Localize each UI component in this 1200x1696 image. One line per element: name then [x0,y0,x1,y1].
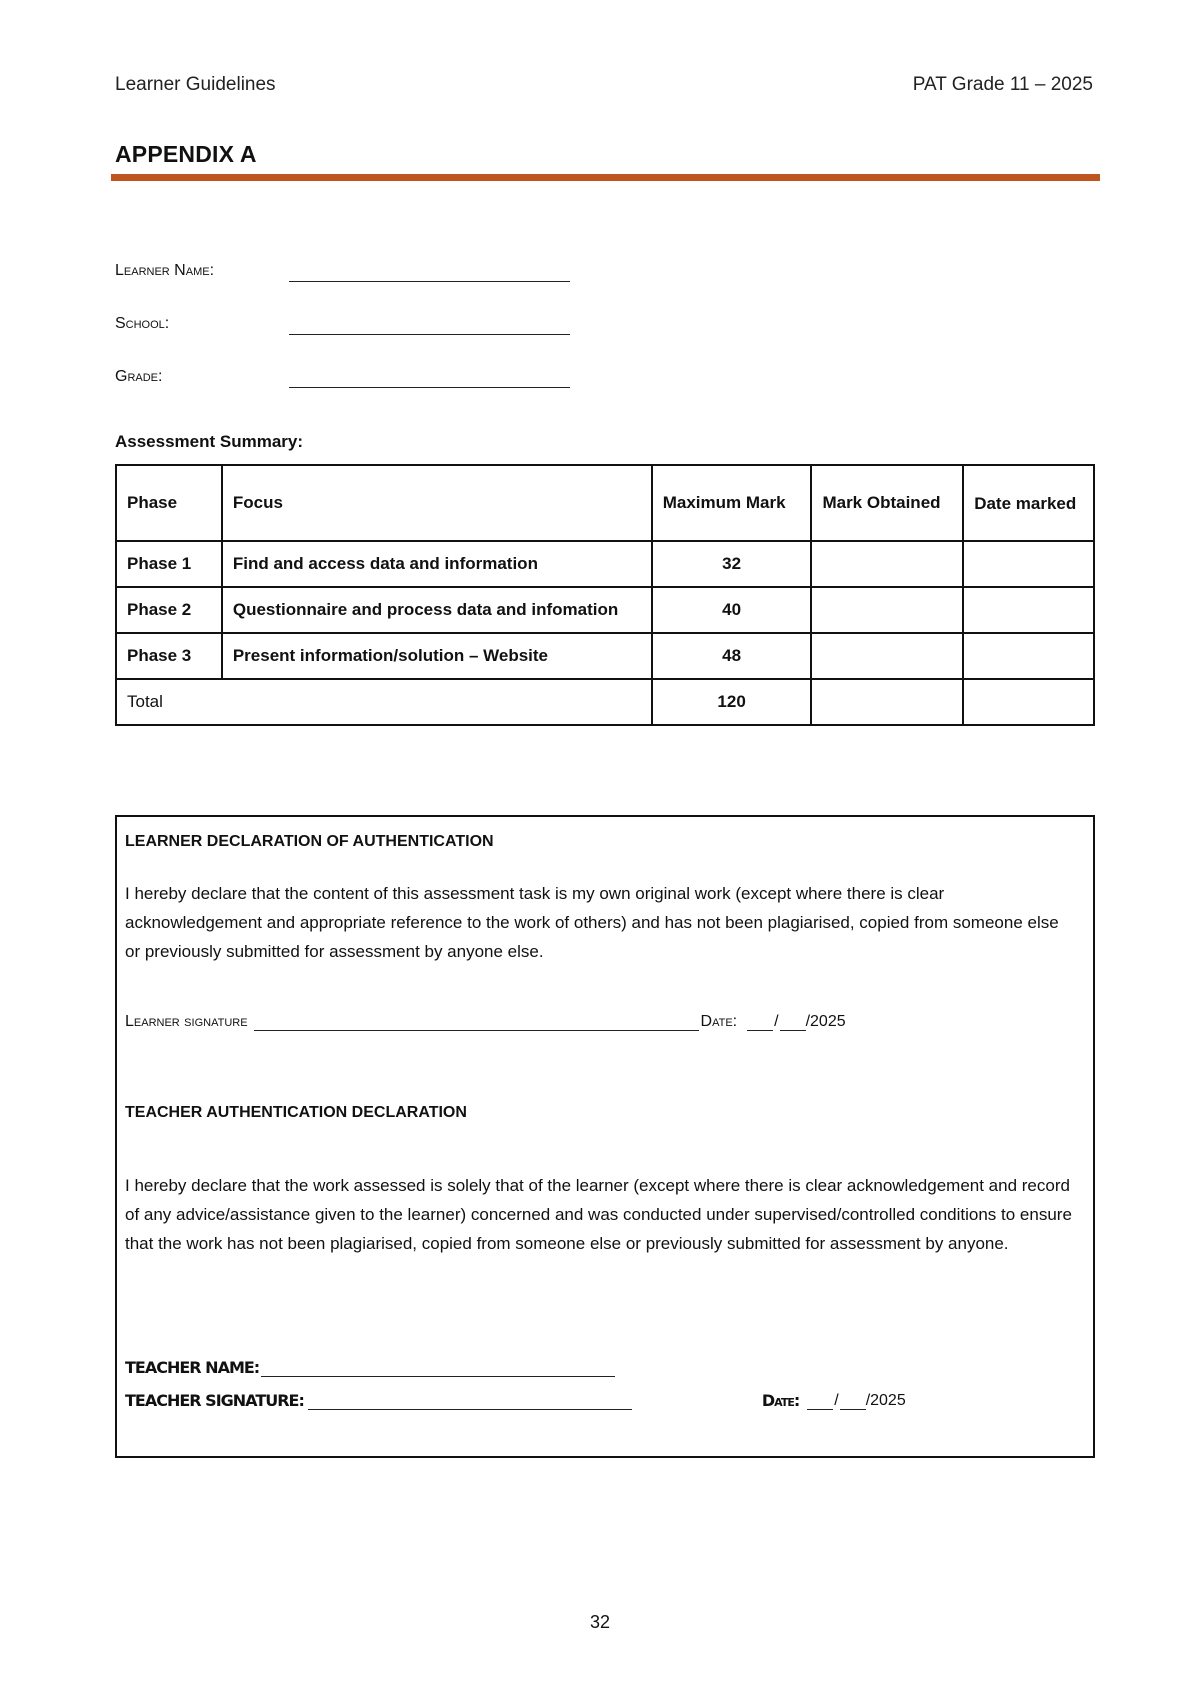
phase-cell: Phase 2 [116,587,222,633]
teacher-declaration-title: TEACHER AUTHENTICATION DECLARATION [125,1104,467,1121]
date-marked-cell[interactable] [963,633,1094,679]
mark-obtained-cell[interactable] [811,587,963,633]
teacher-signature-row [125,1391,906,1410]
total-date-marked-cell[interactable] [963,679,1094,725]
header-date-marked: Date marked [963,465,1094,541]
assessment-summary-table [115,464,1095,726]
teacher-signature-label: TEACHER SIGNATURE: [125,1391,304,1410]
max-mark-cell: 32 [652,541,812,587]
learner-date-month-field[interactable] [780,1014,806,1031]
table-row [116,587,1094,633]
learner-signature-field[interactable] [254,1014,699,1031]
page-number: 32 [589,1612,611,1632]
header-left: Learner Guidelines [115,74,276,95]
learner-declaration-title: LEARNER DECLARATION OF AUTHENTICATION [125,833,494,850]
max-mark-cell: 48 [652,633,812,679]
date-marked-cell[interactable] [963,587,1094,633]
teacher-date-year: /2025 [865,1392,906,1409]
total-max-mark-cell: 120 [652,679,812,725]
learner-signature-row [125,1013,846,1031]
date-separator: / [834,1392,839,1409]
learner-date-label: Date: [700,1013,738,1030]
total-mark-obtained-cell[interactable] [811,679,963,725]
header-maximum-mark: Maximum Mark [652,465,812,541]
header-focus: Focus [222,465,652,541]
header-mark-obtained: Mark Obtained [811,465,963,541]
title-rule [111,174,1100,181]
learner-name-label: Learner Name: [115,262,215,279]
teacher-name-row [125,1358,615,1377]
date-marked-cell[interactable] [963,541,1094,587]
table-total-row [116,679,1094,725]
teacher-date-month-field[interactable] [840,1393,866,1410]
header-right: PAT Grade 11 – 2025 [912,74,1093,95]
learner-signature-label: Learner signature [125,1013,248,1030]
teacher-date-label: Date: [761,1391,800,1410]
teacher-signature-field[interactable] [308,1393,632,1410]
header-phase: Phase [116,465,222,541]
focus-cell: Questionnaire and process data and infomation [222,587,652,633]
phase-cell: Phase 1 [116,541,222,587]
table-row [116,541,1094,587]
focus-cell: Present information/solution – Website [222,633,652,679]
school-field[interactable] [289,334,570,335]
mark-obtained-cell[interactable] [811,541,963,587]
school-label: School: [115,315,170,332]
teacher-name-label: TEACHER NAME: [125,1358,260,1377]
teacher-declaration-text: I hereby declare that the work assessed is solely that of the learner (except where there is clear acknowledgement and record of any advice/assistance given to the learner) concerned and was conducted under supervised/controlled conditions to ensure that the work has not been plagiarised, copied from someone else or previously submitted for assessment by anyone. [125,1176,1072,1253]
learner-name-field[interactable] [289,281,570,282]
table-header-row [116,465,1094,541]
date-separator: / [774,1013,779,1030]
learner-date-day-field[interactable] [747,1014,773,1031]
mark-obtained-cell[interactable] [811,633,963,679]
teacher-date-day-field[interactable] [807,1393,833,1410]
learner-date-year: /2025 [805,1013,846,1030]
learner-declaration-text: I hereby declare that the content of this assessment task is my own original work (except where there is clear acknowledgement and appropriate reference to the work of others) and has not been plagiarised, copied from someone else or previously submitted for assessment by anyone else. [125,884,1059,961]
table-row [116,633,1094,679]
max-mark-cell: 40 [652,587,812,633]
phase-cell: Phase 3 [116,633,222,679]
teacher-name-field[interactable] [261,1360,615,1377]
appendix-title: APPENDIX A [115,141,257,167]
grade-field[interactable] [289,387,570,388]
total-label-cell: Total [116,679,652,725]
focus-cell: Find and access data and information [222,541,652,587]
grade-label: Grade: [115,368,163,385]
assessment-summary-label: Assessment Summary: [115,432,304,451]
